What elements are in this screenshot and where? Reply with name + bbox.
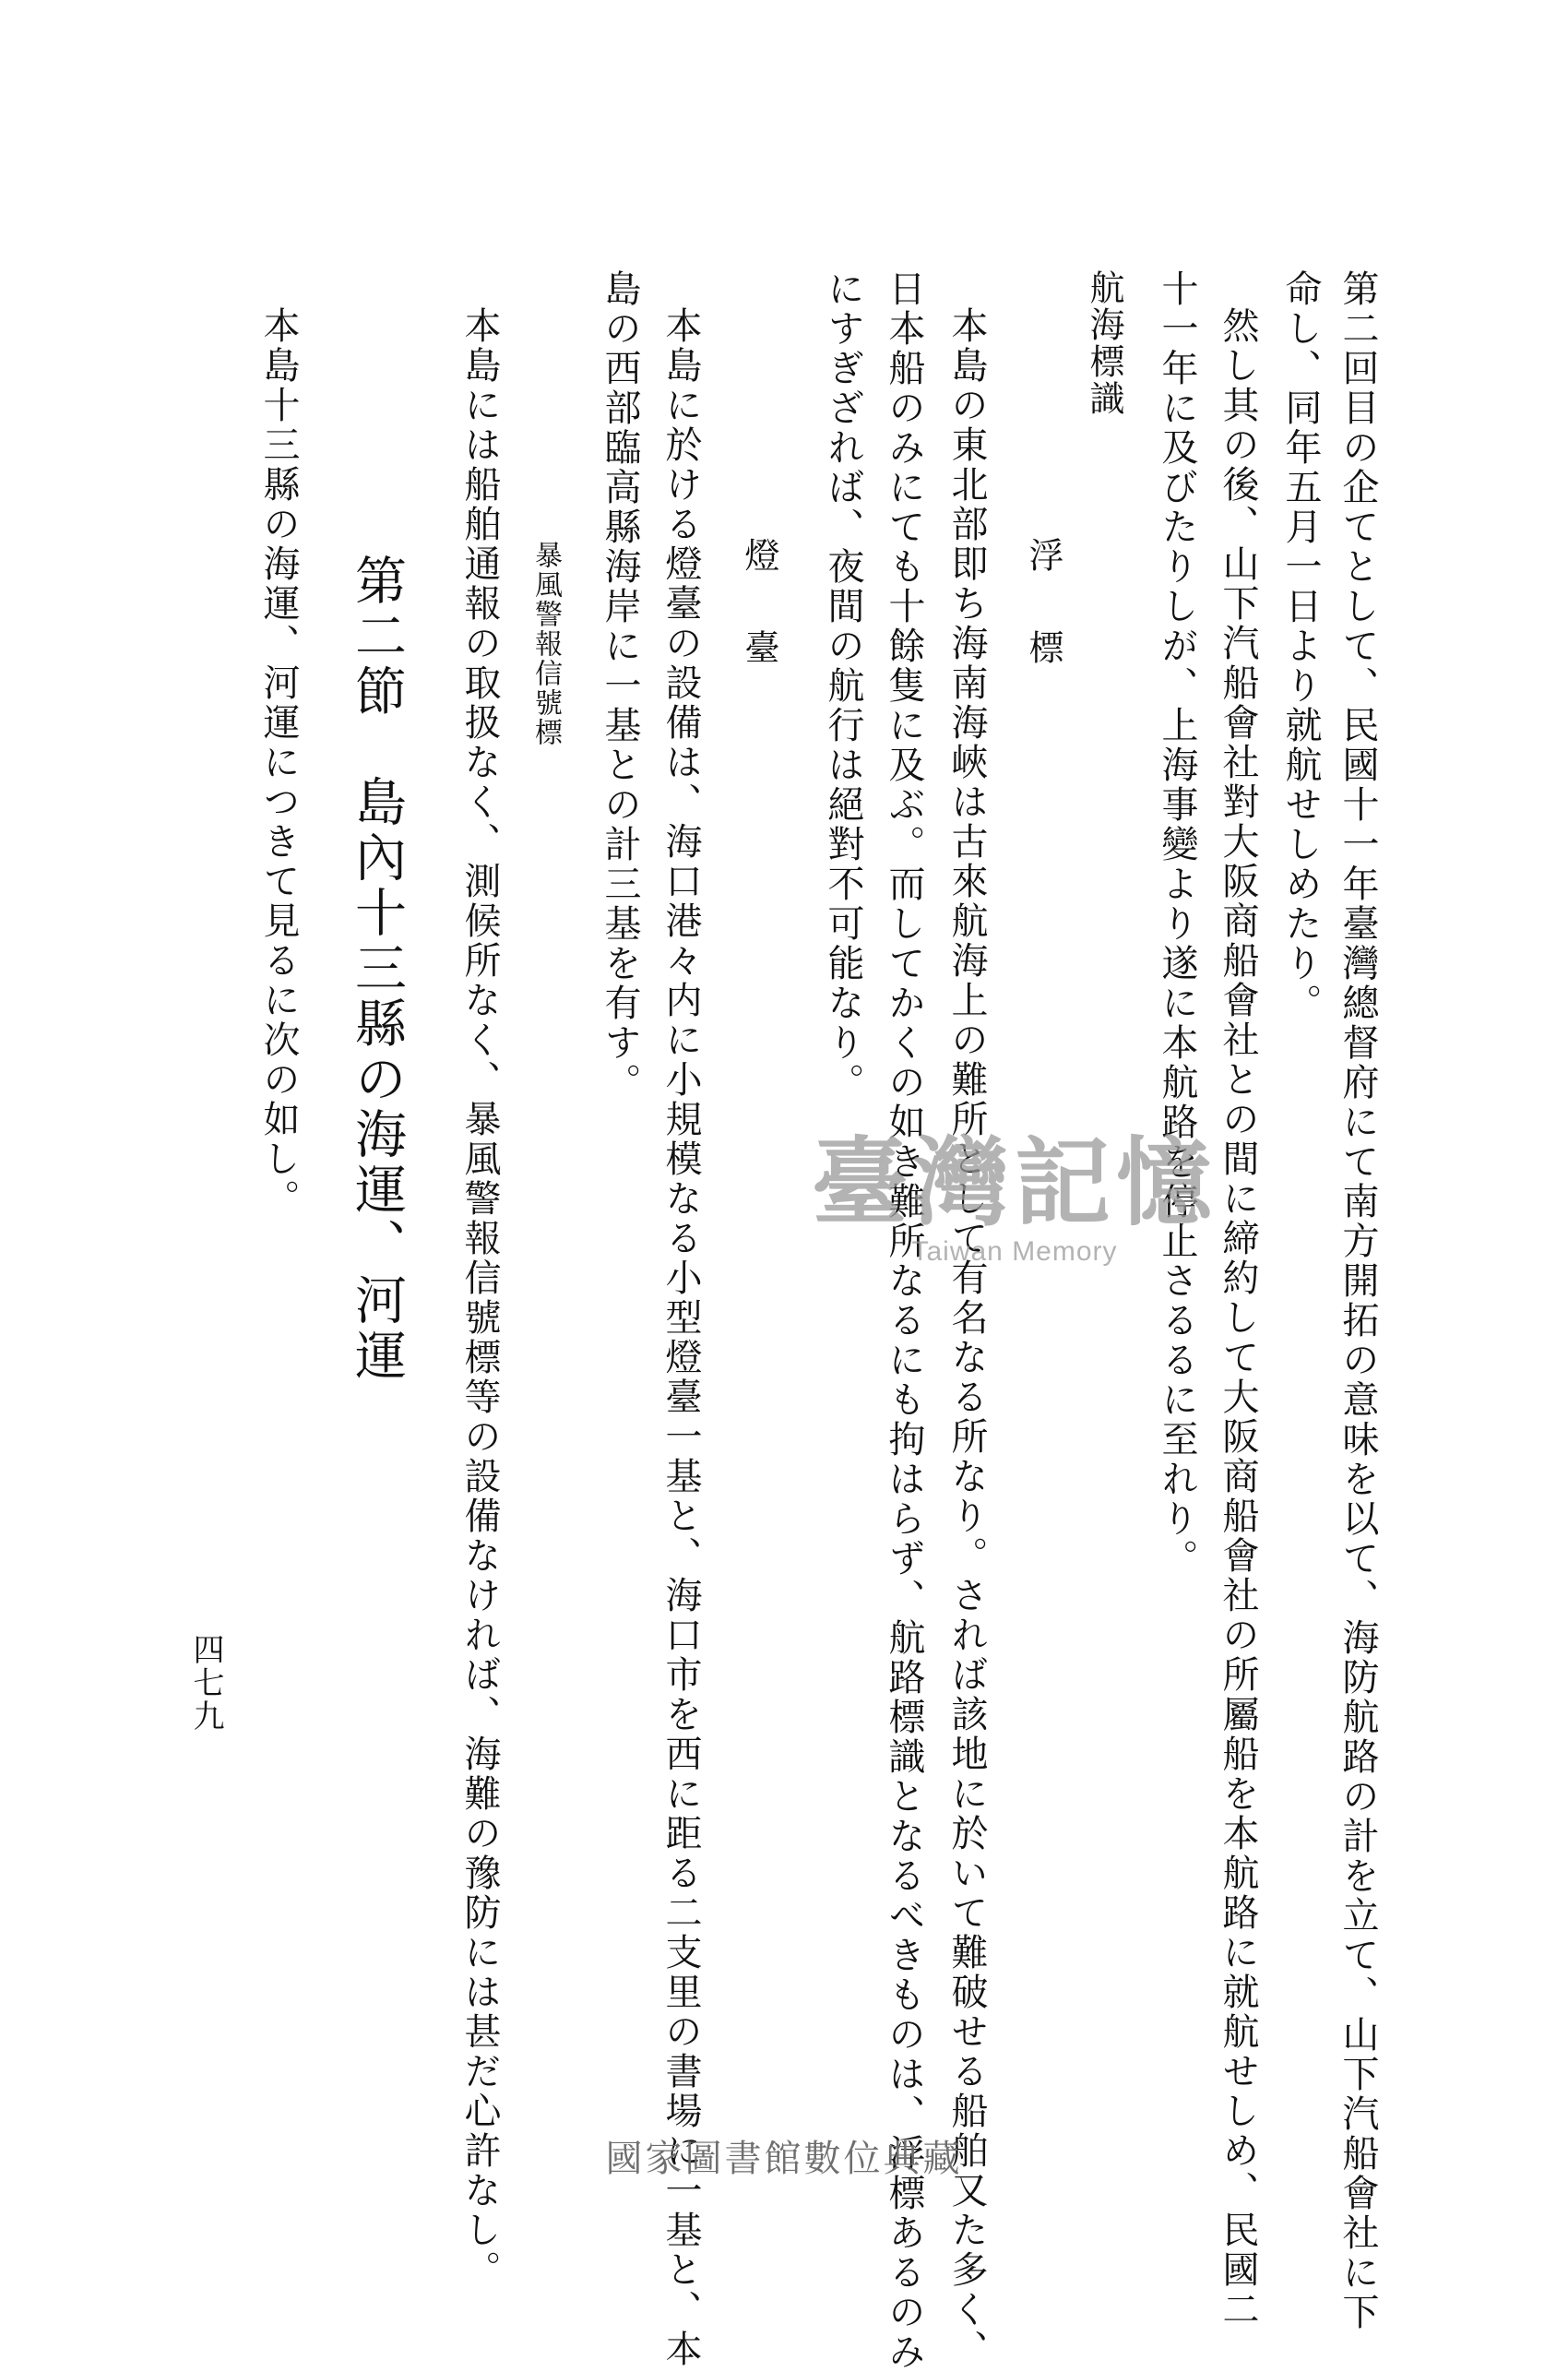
text-column: 本島の東北部即ち海南海峽は古來航海上の難所として有名なる所なり。されば該地に於いて難破せる船舶又た多く、 <box>945 306 988 2369</box>
chapter-title: 第二節 島內十三縣の海運、河運 <box>347 554 407 1384</box>
watermark-sub-text: Taiwan Memory <box>911 1236 1118 1267</box>
section-heading-navigation-marks: 航海標識 <box>1084 269 1124 417</box>
subheading-storm-signal: 暴風警報信號標 <box>529 541 562 747</box>
subheading-buoy: 浮 標 <box>1023 537 1063 675</box>
text-column: 日本船のみにても十餘隻に及ぶ。而してかくの如き難所なるにも拘はらず、航路標識となるべきものは、浮標あるのみ <box>883 269 925 2372</box>
text-column: にすぎざれば、夜間の航行は絕對不可能なり。 <box>822 269 864 1103</box>
text-column: 然し其の後、山下汽船會社對大阪商船會社との間に締約して大阪商船會社の所屬船を本航路に就航せしめ、民國二 <box>1217 306 1259 2330</box>
text-column: 第二回目の企てとして、民國十一年臺灣總督府にて南方開拓の意味を以て、海防航路の計を立て、山下汽船會社に下 <box>1336 269 1379 2332</box>
text-column: 命し、同年五月一日より就航せしめたり。 <box>1279 269 1322 1023</box>
text-column: 島の西部臨高縣海岸に一基との計三基を有す。 <box>599 269 641 1103</box>
page-number: 四七九 <box>187 1633 224 1733</box>
footer-archive-label: 國家圖書館數位典藏 <box>605 2138 963 2180</box>
watermark-main-text: 臺灣記憶 <box>811 1126 1218 1239</box>
text-column: 本島に於ける燈臺の設備は、海口港々内に小規模なる小型燈臺一基と、海口市を西に距る二支里の書場に一基と、本 <box>659 306 702 2369</box>
text-column: 本島十三縣の海運、河運につきて見るに次の如し。 <box>257 306 300 1219</box>
subheading-lighthouse: 燈 臺 <box>739 537 779 675</box>
watermark-logo <box>775 1126 1254 1273</box>
text-column: 十一年に及びたりしが、上海事變より遂に本航路を停止さるるに至れり。 <box>1156 269 1198 1579</box>
text-column: 本島には船舶通報の取扱なく、測候所なく、暴風警報信號標等の設備なければ、海難の豫防には甚だ心許なし。 <box>458 306 501 2290</box>
